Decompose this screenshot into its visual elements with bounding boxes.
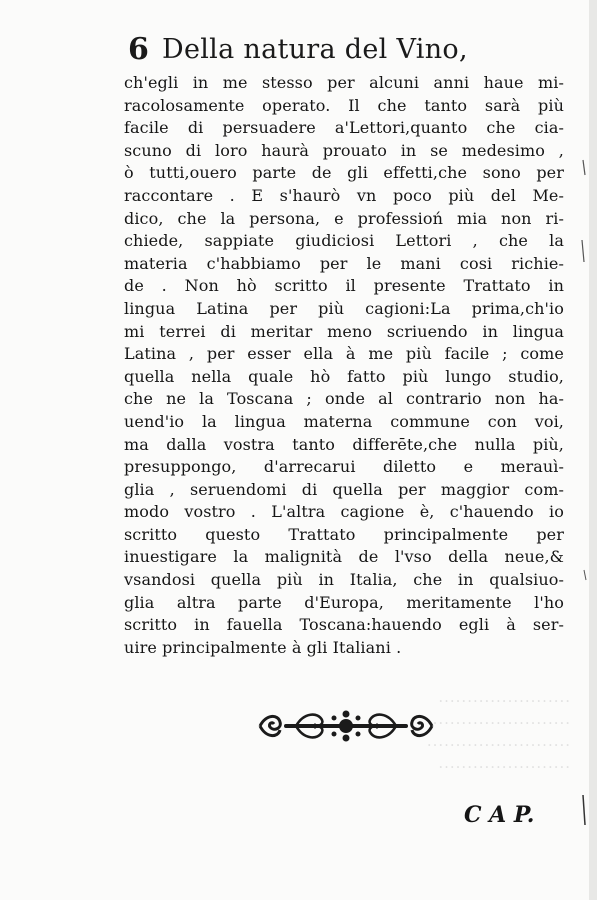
text-line: ò tutti,ouero parte de gli effetti,che sono per: [124, 163, 564, 183]
text-line: Latina , per esser ella à me più facile ; come: [124, 344, 564, 364]
text-line: scuno di loro haurà prouato in se medesimo ,: [124, 140, 564, 160]
text-line: scritto questo Trattato principalmente per: [124, 524, 564, 544]
text-line: chiede, sappiate giudiciosi Lettori , che la: [124, 231, 564, 251]
text-line: facile di persuadere a'Lettori,quanto che cia-: [124, 118, 564, 138]
page-header: [118, 30, 538, 70]
text-line: presuppongo, d'arrecarui diletto e merauì-: [124, 457, 564, 477]
text-line: mi terrei di meritar meno scriuendo in lingua: [124, 321, 564, 341]
text-line: ch'egli in me stesso per alcuni anni haue mi-: [124, 73, 564, 92]
text-line: inuestigare la malignità de l'vso della neue,&: [124, 547, 564, 567]
text-line: vsandosi quella più in Italia, che in qualsiuo-: [124, 570, 564, 590]
running-head: Della natura del Vino,: [162, 34, 468, 65]
text-line: racolosamente operato. Il che tanto sarà più: [124, 95, 564, 115]
text-line: raccontare . E s'haurò vn poco più del Me-: [124, 185, 564, 205]
page-edge-shadow: [579, 0, 597, 900]
text-line: uire principalmente à gli Italiani .: [124, 637, 402, 657]
text-line: de . Non hò scritto il presente Trattato in: [124, 276, 564, 296]
text-line: modo vostro . L'altra cagione è, c'hauendo io: [124, 502, 564, 522]
text-line: dico, che la persona, e professioń mia non ri-: [124, 208, 564, 228]
text-line: uend'io la lingua materna commune con voi,: [124, 411, 564, 431]
text-line: lingua Latina per più cagioni:La prima,ch'io: [124, 298, 564, 318]
text-line: che ne la Toscana ; onde al contrario non ha-: [124, 389, 564, 409]
text-line: quella nella quale hò fatto più lungo studio,: [124, 366, 564, 386]
text-line: scritto in fauella Toscana:hauendo egli à ser-: [124, 615, 564, 635]
text-line: glia , seruendomi di quella per maggior com-: [124, 479, 564, 499]
text-line: materia c'habbiamo per le mani cosi richie-: [124, 253, 564, 273]
show-through-text: ······················· ························· ························· ·······················: [425, 692, 570, 776]
page-number: 6: [128, 32, 149, 67]
printer-ornament-icon: [256, 708, 436, 744]
text-line: glia altra parte d'Europa, meritamente l'ho: [124, 592, 564, 612]
text-line: ma dalla vostra tanto differēte,che nulla più,: [124, 434, 564, 454]
body-text: [124, 72, 564, 659]
catchword: C A P.: [464, 802, 535, 828]
